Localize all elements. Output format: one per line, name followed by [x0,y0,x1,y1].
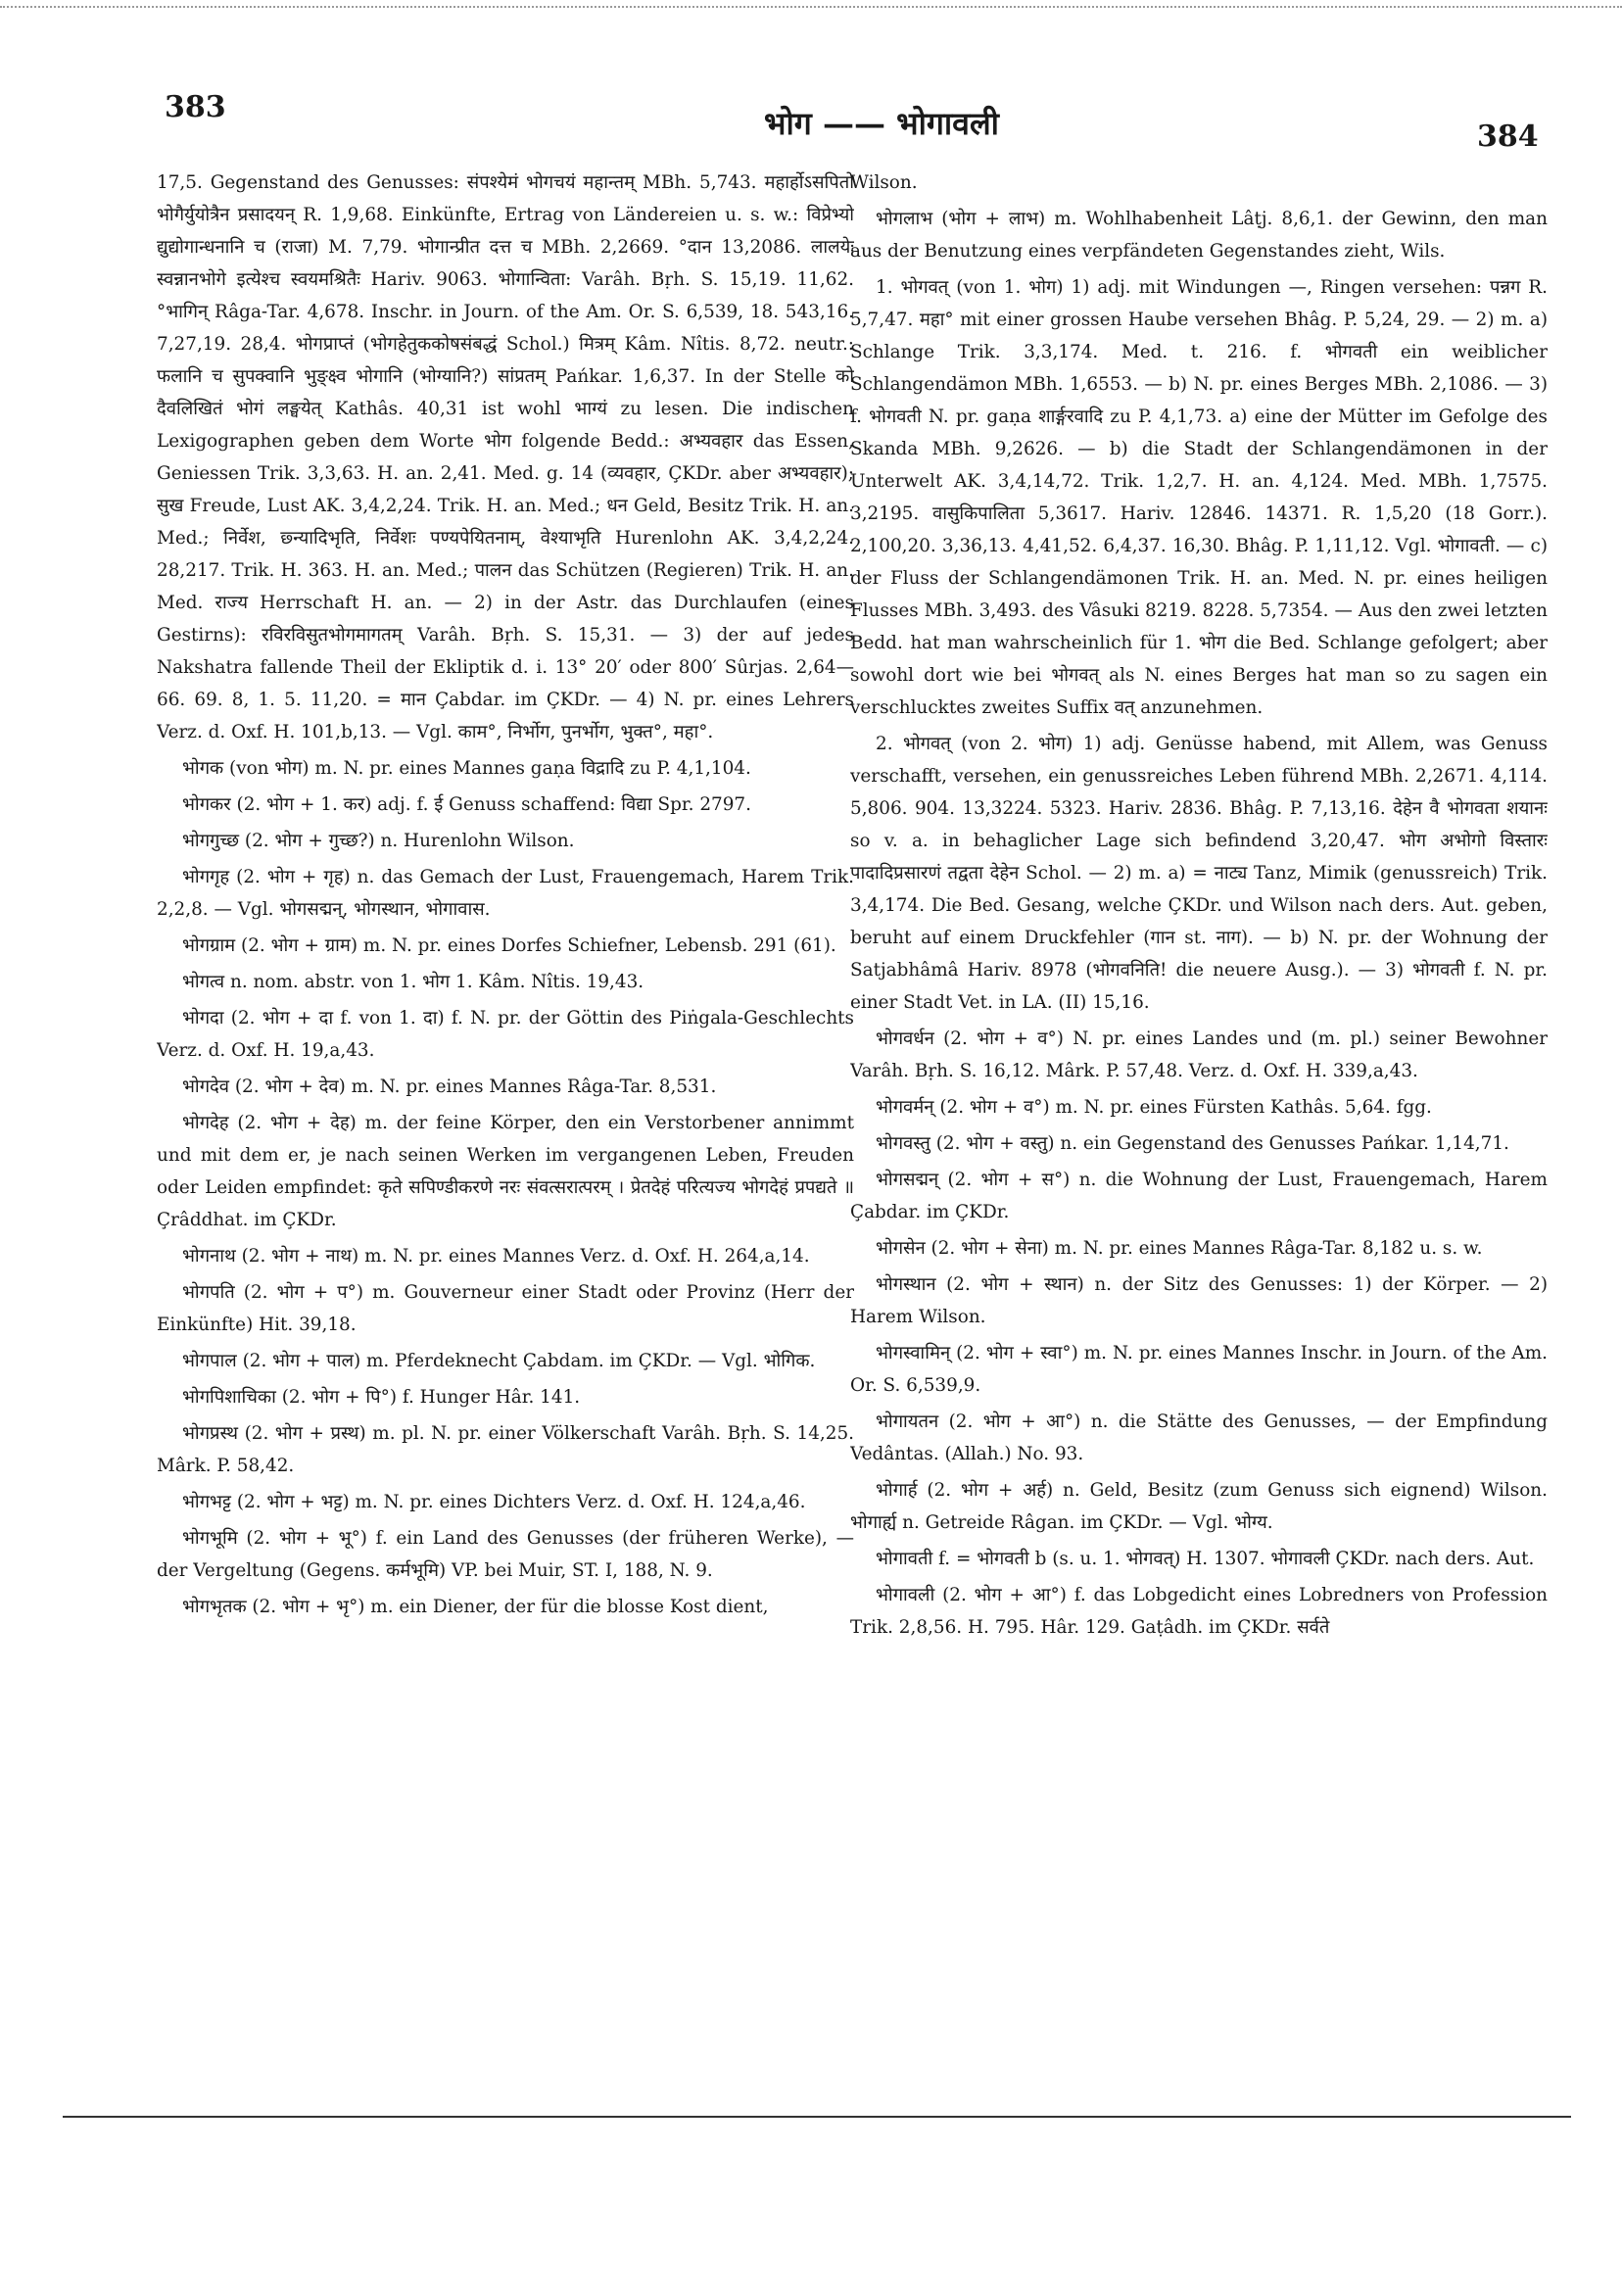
dictionary-entry: भोगपति (2. भोग + प°) m. Gouverneur einer Stadt oder Provinz (Herr der Einkünfte) Hit. 39,18. [157,1282,854,1335]
dictionary-entry: भोगावली (2. भोग + आ°) f. das Lobgedicht eines Lobredners von Profession Trik. 2,8,56. H. 795. Hâr. 129. Gaṭâdh. im ÇKDr. सर्वते [850,1585,1548,1638]
dictionary-entry: 1. भोगवत् (von 1. भोग) 1) adj. mit Windungen —, Ringen versehen: पन्नग R. 5,7,47. महा° mit einer grossen Haube versehen Bhâg. P. 5,24, 29. — 2) m. a) Schlange Trik. 3,3,174. Med. t. 216. f. भोगवती ein weiblicher Schlangendämon MBh. 1,6553. — b) N. pr. eines Berges MBh. 2,1086. — 3) f. भोगवती N. pr. gaṇa शार्ङ्गरवादि zu P. 4,1,73. a) eine der Mütter im Gefolge des Skanda MBh. 9,2626. — b) die Stadt der Schlangendämonen in der Unterwelt AK. 3,4,14,72. Trik. 1,2,7. H. an. 4,124. Med. MBh. 1,7575. 3,2195. वासुकिपालिता 5,3617. Hariv. 12846. 14371. R. 1,5,20 (18 Gorr.). 2,100,20. 3,36,13. 4,41,52. 6,4,37. 16,30. Bhâg. P. 1,11,12. Vgl. भोगावती. — c) der Fluss der Schlangendämonen Trik. H. an. Med. N. pr. eines heiligen Flusses MBh. 3,493. des Vâsuki 8219. 8228. 5,7354. — Aus den zwei letzten Bedd. hat man wahrscheinlich für 1. भोग die Bed. Schlange gefolgert; aber sowohl dort wie bei भोगवत् als N. eines Berges hat man so zu sagen ein verschlucktes zweites Suffix वत् anzunehmen. [850,277,1548,718]
bottom-rule [63,2116,1571,2118]
dictionary-entry: भोगदेव (2. भोग + देव) m. N. pr. eines Mannes Râga-Tar. 8,531. [182,1076,717,1097]
dictionary-entry: भोगगुच्छ (2. भोग + गुच्छ?) n. Hurenlohn Wilson. [182,831,575,851]
dictionary-entry: भोगवर्मन् (2. भोग + व°) m. N. pr. eines Fürsten Kathâs. 5,64. fgg. [876,1097,1432,1118]
dictionary-entry: भोगसेन (2. भोग + सेना) m. N. pr. eines Mannes Râga-Tar. 8,182 u. s. w. [876,1238,1483,1259]
dictionary-entry: भोगक (von भोग) m. N. pr. eines Mannes gaṇa विद्रादि zu P. 4,1,104. [182,758,751,779]
dictionary-entry: भोगवर्धन (2. भोग + व°) N. pr. eines Landes und (m. pl.) seiner Bewohner Varâh. Bṛh. S. 16,12. Mârk. P. 57,48. Verz. d. Oxf. H. 339,a,43. [850,1028,1548,1081]
dictionary-entry: भोगस्थान (2. भोग + स्थान) n. der Sitz des Genusses: 1) der Körper. — 2) Harem Wilson. [850,1274,1548,1327]
dictionary-entry: भोगलाभ (भोग + लाभ) m. Wohlhabenheit Lâṭj. 8,6,1. der Gewinn, den man aus der Benutzung eines verpfändeten Gegenstandes zieht, Wils. [850,209,1548,262]
dictionary-entry: भोगसद्मन् (2. भोग + स°) n. die Wohnung der Lust, Frauengemach, Harem Çabdar. im ÇKDr. [850,1170,1548,1222]
running-header: भोग —— भोगावली [764,105,999,142]
dictionary-entry: भोगभूमि (2. भोग + भू°) f. ein Land des Genusses (der früheren Werke), — der Vergeltung (Gegens. कर्मभूमि) VP. bei Muir, ST. I, 188, N. 9. [157,1528,854,1581]
dictionary-entry: भोगावती f. = भोगवती b (s. u. 1. भोगवत्) H. 1307. भोगावली ÇKDr. nach ders. Aut. [876,1549,1535,1569]
dictionary-entry: भोगायतन (2. भोग + आ°) n. die Stätte des Genusses, — der Empfindung Vedântas. (Allah.) No. 93. [850,1411,1548,1464]
dictionary-entry: भोगस्वामिन् (2. भोग + स्वा°) m. N. pr. eines Mannes Inschr. in Journ. of the Am. Or. S. 6,539,9. [850,1343,1548,1396]
dictionary-entry: भोगप्रस्थ (2. भोग + प्रस्थ) m. pl. N. pr. einer Völkerschaft Varâh. Bṛh. S. 14,25. Mârk. P. 58,42. [157,1423,854,1476]
left-column [157,167,854,2037]
entry-continuation: 17,5. Gegenstand des Genusses: संपश्येमं भोगचयं महान्तम् MBh. 5,743. महार्होऽसपितो भोगैर्युयोत्रैन प्रसादयन् R. 1,9,68. Einkünfte, Ertrag von Ländereien u. s. w.: विप्रेभ्यो द्युद्योगान्धनानि च (राजा) M. 7,79. भोगान्प्रीत दत्त च MBh. 2,2669. °दान 13,2086. लालयेः स्वन्नानभोगे इत्येश्च स्वयमश्रितैः Hariv. 9063. भोगान्विता: Varâh. Bṛh. S. 15,19. 11,62. °भागिन् Râga-Tar. 4,678. Inschr. in Journ. of the Am. Or. S. 6,539, 18. 543,16. 7,27,19. 28,4. भोगप्राप्तं (भोगहेतुककोषसंबद्धं Schol.) मित्रम् Kâm. Nîtis. 8,72. neutr.: फलानि च सुपक्वानि भुङ्क्ष्व भोगानि (भोग्यानि?) सांप्रतम् Pańkar. 1,6,37. In der Stelle को दैवलिखितं भोगं लङ्घयेत् Kathâs. 40,31 ist wohl भाग्यं zu lesen. Die indischen Lexigographen geben dem Worte भोग folgende Bedd.: अभ्यवहार das Essen, Geniessen Trik. 3,3,63. H. an. 2,41. Med. g. 14 (व्यवहार, ÇKDr. aber अभ्यवहार); सुख Freude, Lust AK. 3,4,2,24. Trik. H. an. Med.; धन Geld, Besitz Trik. H. an. Med.; निर्वेश, छ्न्यादिभृति, निर्वेशः पण्यपेयितनाम्, वेश्याभृति Hurenlohn AK. 3,4,2,24. 28,217. Trik. H. 363. H. an. Med.; पालन das Schützen (Regieren) Trik. H. an. Med. राज्य Herrschaft H. an. — 2) in der Astr. das Durchlaufen (eines Gestirns): रविरविसुतभोगमागतम् Varâh. Bṛh. S. 15,31. — 3) der auf jedes Nakshatra fallende Theil der Ekliptik d. i. 13° 20′ oder 800′ Sûrjas. 2,64—66. 69. 8, 1. 5. 11,20. = मान Çabdar. im ÇKDr. — 4) N. pr. eines Lehrers Verz. d. Oxf. H. 101,b,13. — Vgl. काम°, निर्भोग, पुनर्भोग, भुक्त°, महा°. [157,172,854,742]
dictionary-entry: भोगग्राम (2. भोग + ग्राम) m. N. pr. eines Dorfes Schiefner, Lebensb. 291 (61). [182,935,836,956]
dictionary-entry: भोगगृह (2. भोग + गृह) n. das Gemach der Lust, Frauengemach, Harem Trik. 2,2,8. — Vgl. भोगसद्मन्, भोगस्थान, भोगावास. [157,867,854,920]
dictionary-entry: भोगपिशाचिका (2. भोग + पि°) f. Hunger Hâr. 141. [182,1387,581,1408]
dictionary-entry: भोगदेह (2. भोग + देह) m. der feine Körper, den ein Verstorbener annimmt und mit dem er, je nach seinen Werken im vergangenen Leben, Freuden oder Leiden empfindet: कृते सपिण्डीकरणे नरः संवत्सरात्परम् । प्रेतदेहं परित्यज्य भोगदेहं प्रपद्यते ॥ Çrâddhat. im ÇKDr. [157,1113,854,1230]
dictionary-entry: भोगनाथ (2. भोग + नाथ) m. N. pr. eines Mannes Verz. d. Oxf. H. 264,a,14. [182,1246,810,1267]
right-column [850,167,1548,2037]
page-number-right: 384 [1477,120,1539,154]
dictionary-entry: भोगभृतक (2. भोग + भृ°) m. ein Diener, der für die blosse Kost dient, [182,1597,769,1617]
dictionary-entry: भोगकर (2. भोग + 1. कर) adj. f. ई Genuss schaffend: विद्या Spr. 2797. [182,794,751,815]
dictionary-entry: भोगपाल (2. भोग + पाल) m. Pferdeknecht Çabdam. im ÇKDr. — Vgl. भोगिक. [182,1351,816,1371]
entry-continuation: Wilson. [850,172,918,193]
dictionary-entry: भोगदा (2. भोग + दा f. von 1. दा) f. N. pr. der Göttin des Piṅgala-Geschlechts Verz. d. Oxf. H. 19,a,43. [157,1008,854,1061]
top-rule [0,6,1622,8]
dictionary-entry: 2. भोगवत् (von 2. भोग) 1) adj. Genüsse habend, mit Allem, was Genuss verschafft, versehen, ein genussreiches Leben führend MBh. 2,2671. 4,114. 5,806. 904. 13,3224. 5323. Hariv. 2836. Bhâg. P. 7,13,16. देहेन वै भोगवता शयानः so v. a. in behaglicher Lage sich befindend 3,20,47. भोग अभोगो विस्तारः पादादिप्रसारणं तद्वता देहेन Schol. — 2) m. a) = नाट्य Tanz, Mimik (genussreich) Trik. 3,4,174. Die Bed. Gesang, welche ÇKDr. und Wilson nach ders. Aut. geben, beruht auf einem Druckfehler (गान st. नाग). — b) N. pr. der Wohnung der Satjabhâmâ Hariv. 8978 (भोगवनिति! die neuere Ausg.). — 3) भोगवती f. N. pr. einer Stadt Vet. in LA. (II) 15,16. [850,734,1548,1013]
dictionary-entry: भोगत्व n. nom. abstr. von 1. भोग 1. Kâm. Nîtis. 19,43. [182,972,644,992]
dictionary-entry: भोगभट्ट (2. भोग + भट्ट) m. N. pr. eines Dichters Verz. d. Oxf. H. 124,a,46. [182,1492,806,1512]
dictionary-entry: भोगवस्तु (2. भोग + वस्तु) n. ein Gegenstand des Genusses Pańkar. 1,14,71. [876,1133,1509,1154]
dictionary-entry: भोगार्ह (2. भोग + अर्ह) n. Geld, Besitz (zum Genuss sich eignend) Wilson. भोगार्ह्य n. Getreide Râgan. im ÇKDr. — Vgl. भोग्य. [850,1480,1548,1533]
page-number-left: 383 [165,90,226,124]
